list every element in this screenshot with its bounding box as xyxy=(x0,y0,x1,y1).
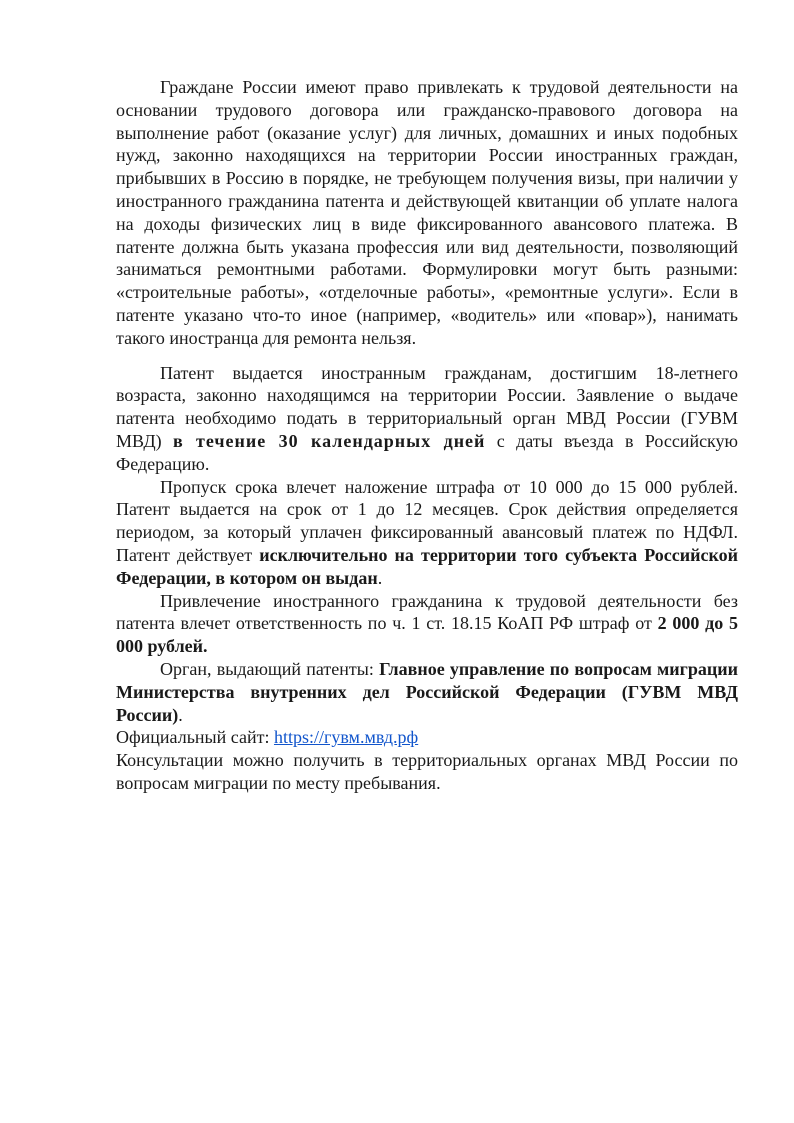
paragraph-text: Граждане России имеют право привлекать к трудовой деятельности на основании трудового договора или гражданско-правового договора на выполнение работ (оказание услуг) для личных, домашних и иных подобных нужд, законно находящихся на территории России иностранных граждан, прибывших в Россию в порядке, не требующем получения визы, при наличии у иностранного гражданина патента и действующей квитанции об уплате налога на доходы физических лиц в виде фиксированного авансового платежа. В патенте должна быть указана профессия или вид деятельности, позволяющий заниматься ремонтными работами. Формулировки могут быть разными: «строительные работы», «отделочные работы», «ремонтные услуги». Если в патенте указано что-то иное (например, «водитель» или «повар»), нанимать такого иностранца для ремонта нельзя. xyxy=(116,77,738,348)
paragraph-text: с даты въезда в Российскую Федерацию. xyxy=(116,430,738,474)
authority-name: Главное управление по вопросам миграции Министерства внутренних дел Российской Федерации (ГУВМ МВД России) xyxy=(116,658,738,725)
official-site-label: Официальный сайт: xyxy=(116,727,274,748)
paragraph-text: Консультации можно получить в территориальных органах МВД России по вопросам миграции по месту пребывания. xyxy=(116,750,738,793)
paragraph-consultations xyxy=(116,749,738,795)
paragraph-liability xyxy=(116,590,738,658)
fine-emphasis: 2 000 до 5 000 рублей. xyxy=(116,613,738,657)
paragraph-issuing-authority xyxy=(116,658,738,726)
paragraph-foreign-workers-rights xyxy=(116,76,738,350)
paragraph-text: Пропуск срока влечет наложение штрафа от 10 000 до 15 000 рублей. Патент выдается на срок от 1 до 12 месяцев. Срок действия определяется периодом, за который уплачен фиксированный авансовый платеж по НДФЛ. Патент действует xyxy=(116,476,738,565)
deadline-emphasis: в течение 30 календарных дней xyxy=(172,430,486,451)
paragraph-text: Орган, выдающий патенты: xyxy=(160,658,380,679)
paragraph-text: . xyxy=(377,567,383,588)
territory-emphasis: исключительно на территории того субъекта Российской Федерации, в котором он выдан xyxy=(116,544,738,588)
paragraph-patent-issuance xyxy=(116,362,738,476)
paragraph-text: Привлечение иностранного гражданина к трудовой деятельности без патента влечет ответственность по ч. 1 ст. 18.15 КоАП РФ штраф от xyxy=(116,590,738,634)
paragraph-official-site xyxy=(116,726,738,749)
paragraph-patent-term xyxy=(116,476,738,590)
official-site-link[interactable]: https://гувм.мвд.рф xyxy=(273,727,419,748)
paragraph-text: Патент выдается иностранным гражданам, достигшим 18-летнего возраста, законно находящимся на территории России. Заявление о выдаче патента необходимо подать в территориальный орган МВД России (ГУВМ МВД) xyxy=(116,362,738,451)
paragraph-text: . xyxy=(178,704,183,725)
document-page xyxy=(116,76,738,795)
